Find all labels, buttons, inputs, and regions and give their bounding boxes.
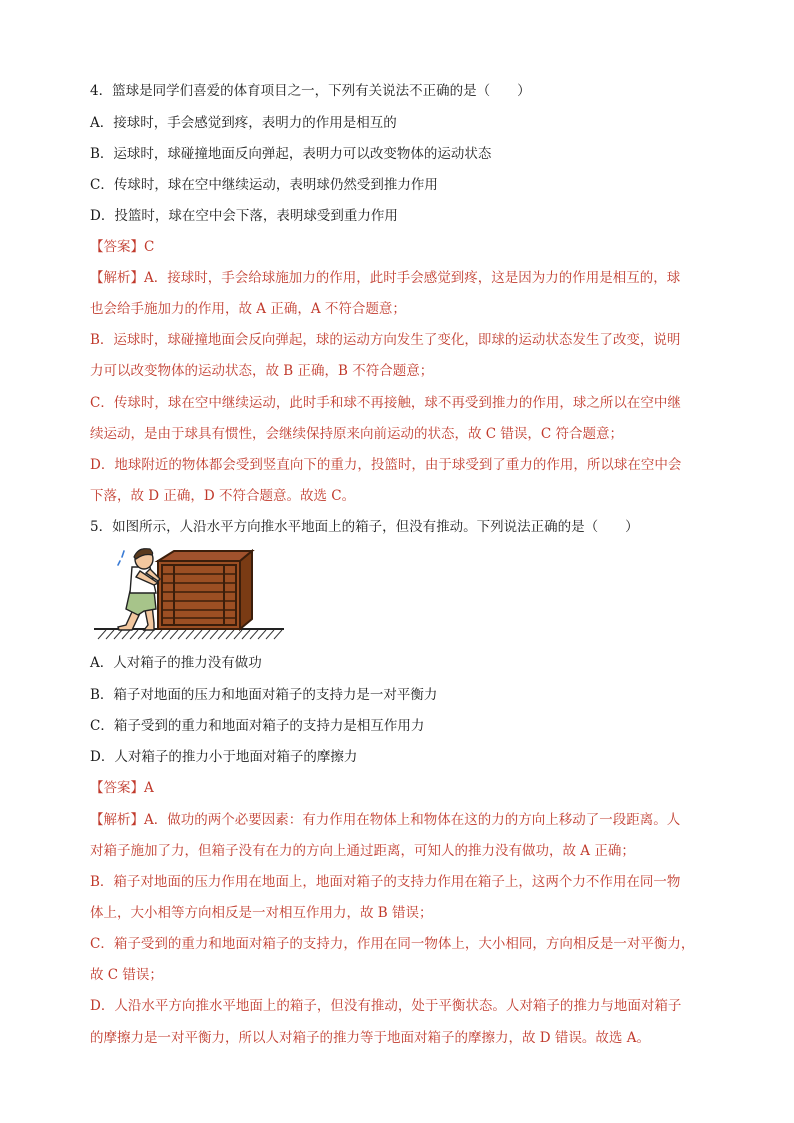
q4-analysis-line-4: 力可以改变物体的运动状态，故 B 正确，B 不符合题意； (90, 363, 434, 379)
q5-answer-label: 【答案】 (90, 780, 144, 796)
q5-analysis-line-1 (90, 810, 680, 830)
q4-answer (90, 237, 154, 257)
q4-option-b: B．运球时，球碰撞地面反向弹起，表明力可以改变物体的运动状态 (90, 146, 492, 162)
q5-analysis-line-2: 对箱子施加了力，但箱子没有在力的方向上通过距离，可知人的推力没有做功，故 A 正确； (90, 843, 635, 859)
q4-analysis-line-1 (90, 268, 680, 288)
q4-answer-value: C (144, 239, 155, 255)
q5-analysis-label: 【解析】 (90, 812, 144, 828)
q4-analysis-line-6: 续运动，是由于球具有惯性，会继续保持原来向前运动的状态，故 C 错误，C 符合题意； (90, 426, 624, 442)
q5-option-c: C．箱子受到的重力和地面对箱子的支持力是相互作用力 (90, 718, 425, 734)
q4-option-a: A．接球时，手会感觉到疼，表明力的作用是相互的 (90, 115, 397, 131)
q5-analysis-line-8: 的摩擦力是一对平衡力，所以人对箱子的推力等于地面对箱子的摩擦力，故 D 错误。故选 A。 (90, 1030, 650, 1046)
q5-analysis-line-5: C．箱子受到的重力和地面对箱子的支持力，作用在同一物体上，大小相同，方向相反是一对平衡力， (90, 936, 695, 952)
q4-option-d: D．投篮时，球在空中会下落，表明球受到重力作用 (90, 208, 398, 224)
q5-analysis-line-3: B．箱子对地面的压力作用在地面上，地面对箱子的支持力作用在箱子上，这两个力不作用在同一物 (90, 874, 681, 890)
person-figure (118, 549, 160, 630)
q5-analysis-line-4: 体上，大小相等方向相反是一对相互作用力，故 B 错误； (90, 905, 433, 921)
q5-option-b: B．箱子对地面的压力和地面对箱子的支持力是一对平衡力 (90, 687, 438, 703)
q4-analysis-line-8: 下落，故 D 正确，D 不符合题意。故选 C。 (90, 488, 356, 504)
q4-answer-label: 【答案】 (90, 239, 144, 255)
q4-analysis-line-5: C．传球时，球在空中继续运动，此时手和球不再接触，球不再受到推力的作用，球之所以在空中继 (90, 395, 681, 411)
person-pushing-box-figure (92, 545, 286, 641)
q5-analysis-text: A．做功的两个必要因素：有力作用在物体上和物体在这的力的方向上移动了一段距离。人 (144, 812, 681, 828)
q5-stem: 5．如图所示，人沿水平方向推水平地面上的箱子，但没有推动。下列说法正确的是（ ） (90, 519, 639, 535)
q4-analysis-line-3: B．运球时，球碰撞地面会反向弹起，球的运动方向发生了变化，即球的运动状态发生了改变，说明 (90, 332, 681, 348)
q4-analysis-text: A．接球时，手会给球施加力的作用，此时手会感觉到疼，这是因为力的作用是相互的，球 (144, 270, 681, 286)
q5-answer-value: A (144, 780, 154, 796)
q5-analysis-line-7: D．人沿水平方向推水平地面上的箱子，但没有推动，处于平衡状态。人对箱子的推力与地面对箱子 (90, 998, 682, 1014)
q5-answer (90, 778, 154, 798)
q5-analysis-line-6: 故 C 错误； (90, 967, 163, 983)
q4-analysis-line-7: D．地球附近的物体都会受到竖直向下的重力，投篮时，由于球受到了重力的作用，所以球在空中会 (90, 457, 682, 473)
q4-analysis-line-2: 也会给手施加力的作用，故 A 正确，A 不符合题意； (90, 301, 406, 317)
q4-stem: 4．篮球是同学们喜爱的体育项目之一，下列有关说法不正确的是（ ） (90, 83, 531, 99)
q4-analysis-label: 【解析】 (90, 270, 144, 286)
q4-option-c: C．传球时，球在空中继续运动，表明球仍然受到推力作用 (90, 177, 438, 193)
q5-option-d: D．人对箱子的推力小于地面对箱子的摩擦力 (90, 749, 358, 765)
wooden-crate (158, 551, 252, 629)
q5-option-a: A．人对箱子的推力没有做功 (90, 655, 262, 671)
